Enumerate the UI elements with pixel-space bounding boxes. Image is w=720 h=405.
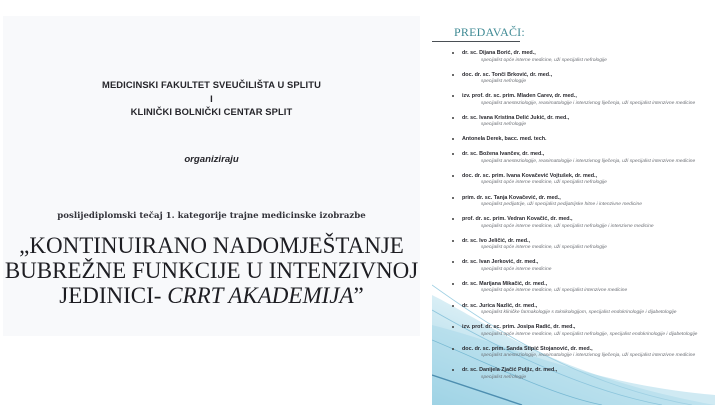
lecturer-role: specijalist opće interne medicine, uži specijalist nefrologije i intenzivne medicine: [481, 223, 654, 229]
lecturer-item: [432, 93, 715, 115]
title-line-3-italic: CRRT AKADEMIJA: [167, 283, 354, 308]
lecturers-heading: PREDAVAČI:: [454, 25, 525, 39]
lecturer-item: [432, 115, 715, 137]
title-line-3-suffix: ”: [353, 283, 364, 308]
lecturer-role: specijalist anesteziologije, reanimatologije i intenzivnog liječenja, uži specijalist intenzivne medicine: [481, 100, 696, 106]
lecturer-item: [432, 195, 715, 217]
title-line-1: „KONTINUIRANO NADOMJEŠTANJE: [19, 233, 404, 258]
heading-underline: [432, 41, 520, 42]
title-line-3-prefix: JEDINICI-: [59, 283, 168, 308]
lecturer-name: doc. dr. sc. Tonči Brković, dr. med.,: [462, 71, 553, 78]
lecturer-item: [432, 151, 715, 173]
bullet-icon: [452, 138, 454, 140]
lecturer-role: specijalist opće interne medicine, uži specijalist nefrologije: [481, 245, 607, 251]
lecturer-name: dr. sc. Jurica Nazlić, dr. med.,: [462, 302, 538, 309]
lecturer-item: [432, 216, 715, 238]
lecturer-item: [432, 281, 715, 303]
lecturer-list: [432, 50, 715, 389]
lecturer-item: [432, 259, 715, 281]
lecturer-item: [432, 173, 715, 195]
lecturer-role: specijalist opće interne medicine, uži specijalist intenzivne medicine: [481, 288, 628, 294]
event-title-panel: [3, 16, 420, 336]
lecturer-name: dr. sc. Božena Ivančev, dr. med.,: [462, 151, 545, 158]
lecturer-name: doc. dr. sc. prim. Ivana Kovačević Vojtušek, dr. med.,: [462, 172, 598, 179]
lecturer-role: specijalist anesteziologije, reanimatologije i intenzivnog liječenja, uži specijalist intenzivne medicine: [481, 353, 696, 359]
lecturer-role: specijalist opće interne medicine, uži specijalist nefrologije: [481, 180, 607, 186]
organizers: [3, 78, 420, 119]
bullet-icon: [452, 283, 454, 285]
bullet-icon: [452, 218, 454, 220]
lecturer-item: [432, 346, 715, 368]
organizer-faculty: MEDICINSKI FAKULTET SVEUČILIŠTA U SPLITU: [102, 79, 321, 90]
bullet-icon: [452, 326, 454, 328]
lecturer-name: dr. sc. Ivana Kristina Delić Jukić, dr. med.,: [462, 114, 570, 121]
lecturer-name: doc. dr. sc. prim. Sanda Stipić Stojanović, dr. med.,: [462, 345, 593, 352]
lecturer-item: [432, 367, 715, 389]
course-title: [3, 233, 420, 308]
lecturer-item: [432, 50, 715, 72]
bullet-icon: [452, 240, 454, 242]
lecturer-name: izv. prof. dr. sc. prim. Mladen Carev, dr. med.,: [462, 93, 577, 100]
lecturer-item: [432, 324, 715, 346]
lecturer-role: specijalist opće interne medicine, uži specijalist nefrologije: [481, 57, 607, 63]
lecturer-role: specijalist opće interne medicine, uži specijalist nefrologije, specijalist endokrinologije i dijabetologije: [481, 331, 698, 337]
organize-label: organiziraju: [184, 154, 239, 165]
bullet-icon: [452, 197, 454, 199]
lecturer-item: [432, 303, 715, 325]
bullet-icon: [452, 52, 454, 54]
bullet-icon: [452, 153, 454, 155]
lecturer-name: prim. dr. sc. Tanja Kovačević, dr. med.,: [462, 194, 561, 201]
lecturer-role: specijalist opće interne medicine: [481, 266, 552, 272]
lecturer-role: specijalist anesteziologije, reanimatologije i intenzivnog liječenja, uži specijalist intenzivne medicine: [481, 158, 696, 164]
bullet-icon: [452, 117, 454, 119]
lecturer-role: specijalist pedijatrije, uži specijalist pedijatrijske hitne i intenzivne medicine: [481, 202, 642, 208]
lecturer-name: dr. sc. Ivo Jeličić, dr. med.,: [462, 237, 531, 244]
organizer-hospital: KLINIČKI BOLNIČKI CENTAR SPLIT: [130, 106, 293, 117]
lecturer-role: specijalist nefrologije: [481, 374, 527, 380]
lecturer-name: dr. sc. Ivan Jerković, dr. med.,: [462, 259, 539, 266]
bullet-icon: [452, 95, 454, 97]
bullet-icon: [452, 305, 454, 307]
title-line-2: BUBREŽNE FUNKCIJE U INTENZIVNOJ: [4, 258, 419, 283]
lecturer-name: dr. sc. Marijana Mikačić, dr. med.,: [462, 280, 548, 287]
lecturers-panel: [432, 0, 715, 405]
organizer-conjunction: I: [210, 92, 213, 104]
lecturer-role: specijalist nefrologije: [481, 122, 527, 128]
lecturer-role: specijalist nefrologije: [481, 79, 527, 85]
lecturer-item: [432, 238, 715, 260]
lecturer-item: [432, 72, 715, 94]
lecturer-role: specijalist kliničke farmakologije s toksikologijom, specijalist endokrinologije i dijabetologije: [481, 310, 677, 316]
lecturer-name: dr. sc. Dijana Borić, dr. med.,: [462, 50, 536, 56]
bullet-icon: [452, 369, 454, 371]
bullet-icon: [452, 175, 454, 177]
lecturer-name: dr. sc. Danijela Zjačić Puljiz, dr. med.,: [462, 367, 558, 374]
title-line-3: [3, 283, 420, 308]
lecturer-name: prof. dr. sc. prim. Vedran Kovačić, dr. med.,: [462, 216, 573, 223]
course-type: poslijediplomski tečaj 1. kategorije trajne medicinske izobrazbe: [57, 211, 366, 221]
bullet-icon: [452, 261, 454, 263]
bullet-icon: [452, 74, 454, 76]
lecturer-item: [432, 136, 715, 151]
lecturer-name: Antonela Derek, bacc. med. tech.: [462, 136, 547, 143]
bullet-icon: [452, 348, 454, 350]
lecturer-name: izv. prof. dr. sc. prim. Josipa Radić, dr. med.,: [462, 324, 576, 331]
